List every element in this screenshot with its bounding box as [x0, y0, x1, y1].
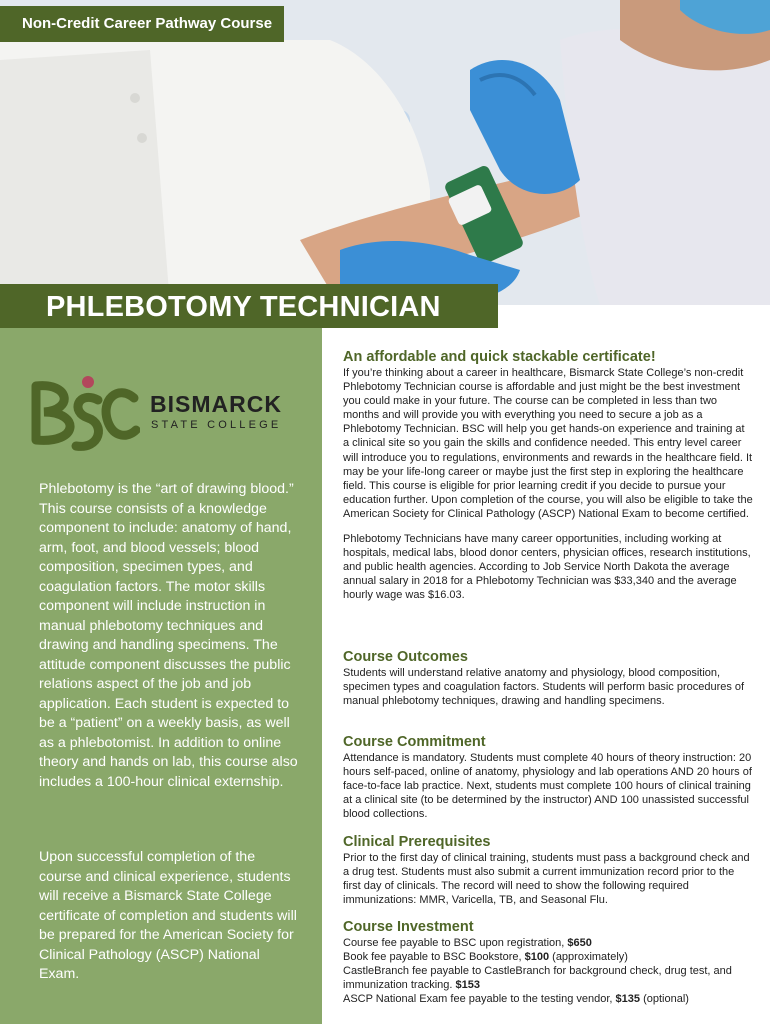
commitment-heading: Course Commitment	[343, 734, 486, 750]
prerequisites-text: Prior to the first day of clinical training, students must pass a background check and a drug test. Students must also submit a current immunization record prior to the first day of clinicals. The record will need to show the following required immunizations: MMR, Varicella, TB, and Seasonal Flu.	[343, 852, 750, 907]
page-title: PHLEBOTOMY TECHNICIAN	[0, 284, 498, 328]
fee-castlebranch	[343, 964, 753, 992]
completion-description: Upon successful completion of the course and clinical experience, students will receive a Bismarck State College certificate of completion and students will be prepared for the American Society for Clinical Pathology (ASCP) National Exam.	[39, 849, 297, 982]
fee-ascp-label: ASCP National Exam fee payable to the testing vendor,	[343, 993, 616, 1006]
fee-course	[343, 936, 753, 950]
hero-photo	[0, 0, 770, 305]
bsc-logo	[30, 372, 300, 456]
fee-course-amount: $650	[567, 937, 592, 949]
outcomes-text: Students will understand relative anatomy and physiology, blood composition, specimen types and coagulation factors. Students will perform basic procedures of manual phlebotomy techniques, drawing and handling specimens.	[343, 667, 745, 708]
logo-subtitle: STATE COLLEGE	[151, 419, 282, 431]
course-description: Phlebotomy is the “art of drawing blood.” This course consists of a knowledge component to include: anatomy of hand, arm, foot, and blood vessels; blood composition, specimen types, and coagulation factors. The motor skills component will include instruction in manual phlebotomy techniques and drawing and handling specimens. The attitude component discusses the public relations aspect of the job and job application. Each student is expected to be a “patient” on a weekly basis, as well as a phlebotomist. In addition to online theory and hands on lab, this course also includes a 100-hour clinical externship.	[39, 481, 298, 790]
fee-book-amount: $100	[524, 951, 550, 964]
course-type-badge: Non-Credit Career Pathway Course	[0, 6, 284, 42]
fee-castlebranch-amount: $153	[455, 979, 480, 992]
logo-name: BISMARCK	[150, 391, 282, 417]
bsc-logo-mark	[30, 372, 140, 456]
investment-heading: Course Investment	[343, 919, 474, 935]
left-panel	[0, 328, 322, 1024]
fee-book-note: (approximately)	[549, 951, 628, 964]
fee-ascp-amount: $135	[615, 993, 641, 1006]
fee-ascp-note: (optional)	[640, 993, 689, 1006]
intro-heading: An affordable and quick stackable certificate!	[343, 349, 656, 365]
prerequisites-heading: Clinical Prerequisites	[343, 834, 491, 850]
commitment-section	[343, 733, 753, 821]
investment-section	[343, 918, 753, 1006]
fee-castlebranch-label: CastleBranch fee payable to CastleBranch for background check, drug test, and immunization tracking.	[343, 965, 732, 992]
fee-course-label: Course fee payable to BSC upon registration,	[343, 937, 568, 949]
commitment-text: Attendance is mandatory. Students must complete 40 hours of theory instruction: 20 hours self-paced, online of anatomy, physiology and lab operations AND 20 hours of face-to-face lab practice. Next, students must complete 100 hours of clinical training at a clinical site (to be determined by the instructor) AND 100 unassisted successful blood collections.	[343, 752, 752, 821]
career-paragraph: Phlebotomy Technicians have many career opportunities, including working at hospitals, medical labs, blood donor centers, physician offices, research institutions, and public health agencies. According to Job Service North Dakota the average annual salary in 2018 for a Phlebotomy Technician was $33,340 and the average hourly wage was $16.03.	[343, 533, 751, 602]
outcomes-section	[343, 648, 753, 708]
prerequisites-section	[343, 833, 753, 907]
fee-book	[343, 950, 753, 964]
outcomes-heading: Course Outcomes	[343, 649, 468, 665]
intro-section	[343, 348, 753, 603]
intro-paragraph: If you’re thinking about a career in healthcare, Bismarck State College’s non-credit Phlebotomy Technician course is affordable and just might be the best investment you could make in your future. The course can be completed in less than two months and will provide you with everything you need to secure a job as a Phlebotomy Technician. BSC will help you get hands-on experience and training at a clinical site so you gain the skills and confidence needed. This entry level career will introduce you to regulations, environments and rewards in the healthcare field. It may be your life-long career or maybe just the first step in exploring the healthcare field. This course is eligible for prior learning credit if you decide to pursue your education further. Upon completion of the course, you will also be eligible to take the American Society for Clinical Pathology (ASCP) National Exam to become certified.	[343, 367, 753, 520]
fee-book-label: Book fee payable to BSC Bookstore,	[343, 951, 525, 964]
fee-ascp-exam	[343, 992, 753, 1006]
